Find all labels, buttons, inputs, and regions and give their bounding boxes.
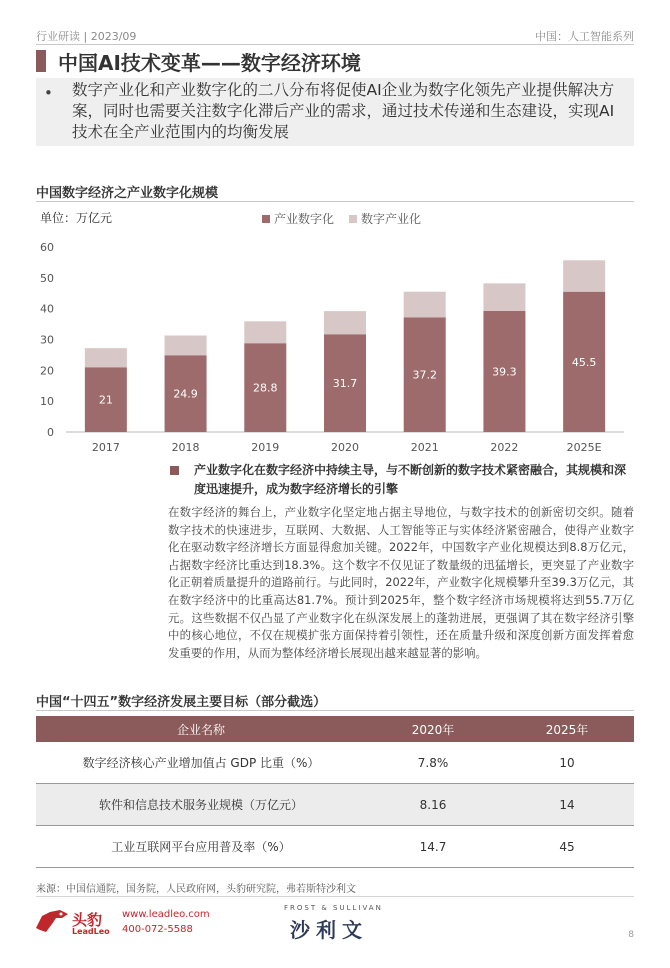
legend-swatch-digital-industrialization (349, 215, 357, 223)
table-cell: 7.8% (366, 742, 500, 784)
bar-digital-industrialization (244, 321, 286, 343)
x-tick-label: 2025E (566, 441, 602, 454)
y-tick-label: 30 (40, 333, 54, 347)
y-tick-label: 60 (40, 241, 54, 254)
bar-data-label: 39.3 (492, 365, 517, 379)
chart-unit-label: 单位：万亿元 (40, 211, 113, 225)
x-tick-label: 2018 (171, 441, 200, 454)
frost-sullivan-logo-text: 沙利文 (290, 918, 368, 942)
y-axis (40, 241, 54, 439)
page-title: 中国AI技术变革——数字经济环境 (58, 51, 361, 75)
x-tick-label: 2019 (251, 441, 280, 454)
page-number: 8 (628, 930, 634, 940)
chart-bars (85, 260, 605, 432)
x-tick-label: 2017 (91, 441, 120, 454)
table-title: 中国“十四五”数字经济发展主要目标（部分截选） (36, 695, 327, 710)
legend-label-industrial-digitalization: 产业数字化 (274, 212, 335, 226)
leopard-logo-icon (34, 906, 70, 936)
callout-marker (170, 466, 179, 475)
title-accent-bar (36, 50, 46, 72)
footer-divider (36, 896, 634, 897)
bar-data-label: 37.2 (412, 368, 437, 382)
table-title-divider (36, 710, 634, 711)
bar-digital-industrialization (324, 311, 366, 334)
brand-logo-subtext: LeadLeo (72, 927, 110, 936)
website-link[interactable]: www.leadleo.com (122, 909, 210, 920)
source-note: 来源：中国信通院，国务院，人民政府网，头豹研究院，弗若斯特沙利文 (36, 884, 356, 895)
chart-title-divider (36, 201, 634, 202)
bar-data-label: 45.5 (571, 355, 597, 369)
x-tick-label: 2021 (410, 441, 439, 454)
table-row (36, 784, 634, 826)
bar-data-label: 21 (98, 393, 113, 407)
table-cell: 10 (500, 742, 634, 784)
table-row (36, 742, 634, 784)
y-tick-label: 10 (40, 395, 54, 409)
x-tick-label: 2022 (490, 441, 519, 454)
x-axis (92, 441, 602, 454)
bar-digital-industrialization (563, 260, 605, 291)
table-cell: 14 (500, 784, 634, 826)
industrial-digitalization-chart (36, 206, 634, 456)
legend-swatch-industrial-digitalization (262, 215, 270, 223)
summary-bullet: • (44, 84, 53, 102)
header-divider (36, 44, 634, 45)
brand-logo-text: 头豹 (72, 911, 103, 929)
table-cell: 工业互联网平台应用普及率（%） (36, 826, 366, 868)
bar-digital-industrialization (165, 335, 207, 355)
y-tick-label: 20 (40, 364, 54, 378)
body-paragraph: 在数字经济的舞台上，产业数字化坚定地占据主导地位，与数字技术的创新密切交织。随着数字技术的快速进步，互联网、大数据、人工智能等正与实体经济紧密融合，使得产业数字化在驱动数字经济增长方面显得愈加关键。2022年，中国数字产业化规模达到8.8万亿元，占据数字经济比重达到18.3%。这个数字不仅见证了数量级的迅猛增长，更突显了产业数字化正朝着质量提升的道路前行。与此同时，2022年，产业数字化规模攀升至39.3万亿元，其在数字经济中的比重高达81.7%。预计到2025年，整个数字经济市场规模将达到55.7万亿元。这些数据不仅凸显了产业数字化在纵深发展上的蓬勃进展，更强调了其在数字经济引擎中的核心地位，不仅在规模扩张方面保持着引领性，还在质量升级和深度创新方面发挥着愈发重要的作用，从而为整体经济增长展现出越来越显著的影响。 (168, 505, 634, 660)
bar-data-label: 24.9 (173, 387, 198, 401)
chart-title: 中国数字经济之产业数字化规模 (36, 186, 219, 201)
bar-data-label: 28.8 (253, 381, 278, 395)
table-cell: 软件和信息技术服务业规模（万亿元） (36, 784, 366, 826)
chart-legend (262, 211, 421, 226)
header-cell-2025: 2025年 (500, 716, 634, 742)
table-cell: 14.7 (366, 826, 500, 868)
bar-data-label: 31.7 (332, 377, 358, 391)
phone-number: 400-072-5588 (122, 924, 193, 935)
table-header-row (36, 716, 634, 742)
y-tick-label: 40 (40, 302, 54, 316)
table-row (36, 826, 634, 868)
frost-sullivan-wordmark: FROST & SULLIVAN (284, 904, 383, 912)
summary-text: 数字产业化和产业数字化的二八分布将促使AI企业为数字化领先产业提供解决方案，同时也需要关注数字化滞后产业的需求，通过技术传递和生态建设，实现AI技术在全产业范围内的均衡发展 (72, 81, 615, 141)
bar-digital-industrialization (483, 283, 525, 310)
bar-digital-industrialization (404, 292, 446, 318)
header-cell-2020: 2020年 (366, 716, 500, 742)
callout-heading: 产业数字化在数字经济中持续主导，与不断创新的数字技术紧密融合，其规模和深度迅速提升，成为数字经济增长的引擎 (194, 463, 627, 496)
table-cell: 8.16 (366, 784, 500, 826)
header-right: 中国：人工智能系列 (535, 30, 634, 43)
table-cell: 45 (500, 826, 634, 868)
bar-digital-industrialization (85, 348, 127, 367)
legend-label-digital-industrialization: 数字产业化 (361, 212, 422, 226)
header-left: 行业研读 | 2023/09 (36, 30, 137, 43)
table-cell: 数字经济核心产业增加值占 GDP 比重（%） (36, 742, 366, 784)
header-cell-name: 企业名称 (36, 716, 366, 742)
goals-table (36, 716, 634, 868)
y-tick-label: 0 (47, 426, 54, 439)
y-tick-label: 50 (40, 271, 54, 285)
x-tick-label: 2020 (331, 441, 359, 454)
